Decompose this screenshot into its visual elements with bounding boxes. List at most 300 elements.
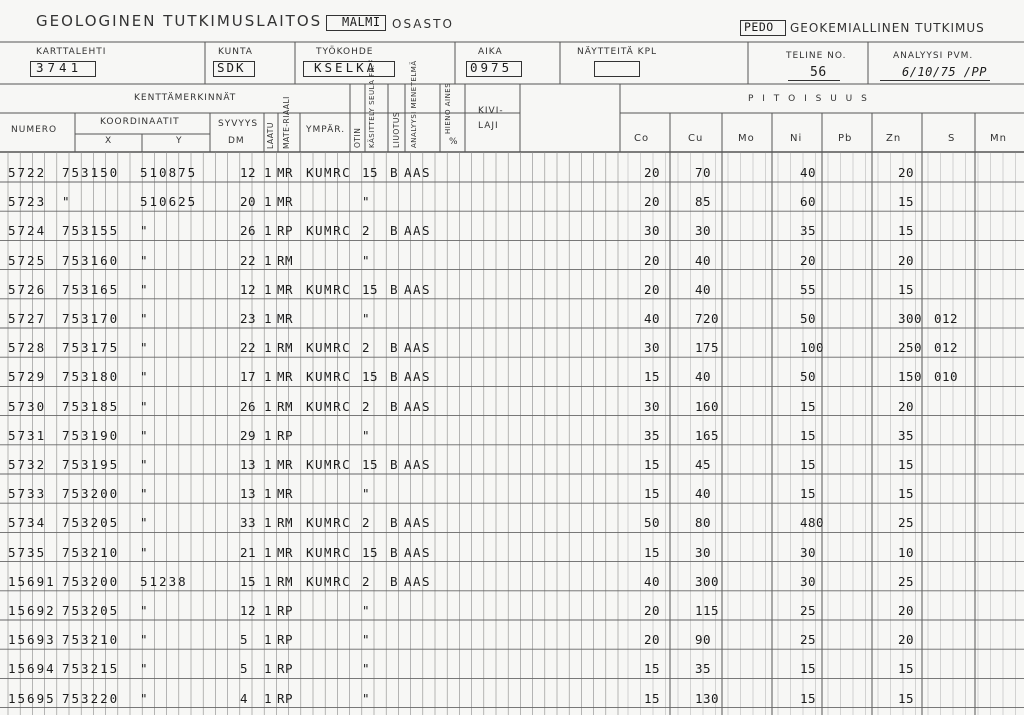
- row-ni: 100: [800, 340, 825, 356]
- row-syvyys: 4: [240, 690, 249, 706]
- row-y: ": [140, 281, 150, 297]
- row-y: ": [140, 661, 150, 677]
- row-zn: 250: [898, 340, 923, 356]
- percent-header: %: [449, 137, 459, 147]
- row-menetelma: AAS: [404, 457, 432, 472]
- row-material: RM: [277, 252, 294, 268]
- row-zn: 15: [898, 457, 915, 472]
- analyysi-menetelma-header: ANALYYSI MENETELMÄ: [410, 60, 418, 148]
- row-kasittely: ": [362, 486, 371, 502]
- table-row: [0, 654, 1024, 684]
- row-ni: 15: [800, 690, 817, 706]
- row-material: RP: [277, 427, 294, 443]
- row-kasittely: ": [362, 311, 371, 326]
- nayttelta-box: [594, 61, 640, 77]
- row-kasittely: 15: [362, 369, 379, 385]
- row-zn: 15: [898, 690, 915, 706]
- pitoisuus-header: P I T O I S U U S: [748, 94, 870, 104]
- row-syvyys: 20: [240, 194, 257, 210]
- row-ni: 40: [800, 165, 817, 180]
- row-liuotus: B: [390, 544, 399, 560]
- row-cu: 30: [695, 223, 712, 239]
- row-kasittely: 2: [362, 515, 371, 531]
- row-zn: 300: [898, 311, 923, 326]
- row-laatu: 1: [264, 427, 273, 443]
- row-x: 753210: [62, 544, 120, 560]
- org-title: GEOLOGINEN TUTKIMUSLAITOS: [36, 12, 323, 30]
- row-co: 30: [644, 398, 661, 414]
- row-x: 753205: [62, 515, 120, 531]
- x-header: X: [105, 136, 113, 146]
- row-zn: 20: [898, 632, 915, 648]
- row-numero: 15691: [8, 573, 56, 589]
- row-syvyys: 13: [240, 486, 257, 502]
- row-menetelma: AAS: [404, 369, 432, 385]
- row-ympar: KUMRC: [306, 544, 352, 560]
- row-liuotus: B: [390, 573, 399, 589]
- row-y: ": [140, 340, 150, 356]
- row-zn: 15: [898, 661, 915, 677]
- row-material: MR: [277, 486, 294, 502]
- row-liuotus: B: [390, 281, 399, 297]
- row-syvyys: 33: [240, 515, 257, 531]
- row-zn: 20: [898, 252, 915, 268]
- analyysi-pvm-label: ANALYYSI PVM.: [893, 51, 974, 61]
- row-kasittely: ": [362, 661, 371, 677]
- row-y: ": [140, 369, 150, 385]
- table-row: [0, 421, 1024, 451]
- row-cu: 40: [695, 281, 712, 297]
- row-s: 012: [934, 311, 959, 326]
- row-material: MR: [277, 165, 294, 180]
- row-numero: 5725: [8, 252, 47, 268]
- row-ni: 60: [800, 194, 817, 210]
- row-numero: 5728: [8, 340, 47, 356]
- row-kasittely: 15: [362, 457, 379, 472]
- syvyys-unit: DM: [228, 136, 245, 146]
- row-material: RP: [277, 661, 294, 677]
- row-ni: 15: [800, 486, 817, 502]
- row-ympar: KUMRC: [306, 165, 352, 180]
- element-header-mn: Mn: [990, 133, 1007, 144]
- karttalehti-value: 3741: [36, 60, 83, 75]
- row-numero: 5734: [8, 515, 47, 531]
- koordinaatit-header: KOORDINAATIT: [100, 117, 180, 127]
- row-x: 753205: [62, 603, 120, 618]
- row-cu: 40: [695, 252, 712, 268]
- row-numero: 15692: [8, 603, 56, 618]
- row-material: MR: [277, 194, 294, 210]
- row-kasittely: 2: [362, 573, 371, 589]
- row-numero: 5722: [8, 165, 47, 180]
- row-numero: 5731: [8, 427, 47, 443]
- row-x: 753200: [62, 573, 120, 589]
- row-syvyys: 5: [240, 661, 249, 677]
- teline-label: TELINE NO.: [786, 51, 847, 61]
- table-row: [0, 333, 1024, 363]
- row-laatu: 1: [264, 661, 273, 677]
- element-header-co: Co: [634, 133, 650, 144]
- table-row: [0, 216, 1024, 246]
- row-zn: 25: [898, 515, 915, 531]
- row-ni: 55: [800, 281, 817, 297]
- row-numero: 5729: [8, 369, 47, 385]
- row-cu: 130: [695, 690, 720, 706]
- row-liuotus: B: [390, 165, 399, 180]
- row-numero: 5733: [8, 486, 47, 502]
- row-ni: 50: [800, 369, 817, 385]
- row-cu: 35: [695, 661, 712, 677]
- table-row: [0, 362, 1024, 392]
- row-x: 753185: [62, 398, 120, 414]
- row-cu: 30: [695, 544, 712, 560]
- row-zn: 15: [898, 486, 915, 502]
- row-cu: 165: [695, 427, 720, 443]
- row-ni: 15: [800, 398, 817, 414]
- row-co: 15: [644, 544, 661, 560]
- row-syvyys: 22: [240, 340, 257, 356]
- table-row: [0, 625, 1024, 655]
- row-y: ": [140, 223, 150, 239]
- row-material: RM: [277, 340, 294, 356]
- row-cu: 85: [695, 194, 712, 210]
- row-kasittely: ": [362, 603, 371, 618]
- row-syvyys: 17: [240, 369, 257, 385]
- row-co: 50: [644, 515, 661, 531]
- teline-value: 56: [810, 65, 827, 80]
- table-row: [0, 508, 1024, 538]
- row-liuotus: B: [390, 398, 399, 414]
- row-material: RP: [277, 690, 294, 706]
- row-co: 15: [644, 690, 661, 706]
- row-ni: 15: [800, 457, 817, 472]
- row-syvyys: 15: [240, 573, 257, 589]
- table-row: [0, 684, 1024, 714]
- row-syvyys: 26: [240, 398, 257, 414]
- row-ni: 20: [800, 252, 817, 268]
- row-syvyys: 12: [240, 165, 257, 180]
- row-menetelma: AAS: [404, 573, 432, 589]
- row-x: 753215: [62, 661, 120, 677]
- row-numero: 5732: [8, 457, 47, 472]
- row-ympar: KUMRC: [306, 281, 352, 297]
- row-laatu: 1: [264, 311, 273, 326]
- row-x: 753220: [62, 690, 120, 706]
- element-header-zn: Zn: [886, 133, 902, 144]
- element-header-mo: Mo: [738, 133, 755, 144]
- row-laatu: 1: [264, 603, 273, 618]
- row-liuotus: B: [390, 340, 399, 356]
- row-syvyys: 5: [240, 632, 249, 648]
- row-x: 753195: [62, 457, 120, 472]
- row-ni: 50: [800, 311, 817, 326]
- row-co: 15: [644, 369, 661, 385]
- row-zn: 20: [898, 603, 915, 618]
- row-zn: 35: [898, 427, 915, 443]
- row-syvyys: 13: [240, 457, 257, 472]
- row-kasittely: 15: [362, 544, 379, 560]
- element-header-ni: Ni: [790, 133, 803, 144]
- row-ni: 480: [800, 515, 825, 531]
- row-menetelma: AAS: [404, 165, 432, 180]
- row-laatu: 1: [264, 252, 273, 268]
- row-numero: 5727: [8, 311, 47, 326]
- row-zn: 15: [898, 281, 915, 297]
- row-numero: 5730: [8, 398, 47, 414]
- row-cu: 45: [695, 457, 712, 472]
- row-zn: 15: [898, 223, 915, 239]
- table-row: [0, 596, 1024, 626]
- row-co: 20: [644, 165, 661, 180]
- survey-value: PEDO: [744, 20, 774, 34]
- row-s: 010: [934, 369, 959, 385]
- row-material: RM: [277, 573, 294, 589]
- row-x: 753160: [62, 252, 120, 268]
- kunta-value: SDK: [217, 60, 246, 75]
- row-x: 753180: [62, 369, 120, 385]
- row-co: 20: [644, 252, 661, 268]
- element-header-cu: Cu: [688, 133, 704, 144]
- row-cu: 90: [695, 632, 712, 648]
- row-y: ": [140, 690, 150, 706]
- row-kasittely: 15: [362, 165, 379, 180]
- row-ni: 25: [800, 603, 817, 618]
- table-row: [0, 304, 1024, 334]
- row-y: ": [140, 427, 150, 443]
- row-ni: 15: [800, 427, 817, 443]
- row-kasittely: 15: [362, 281, 379, 297]
- kivilaji-header: KIVI-LAJI: [478, 106, 504, 131]
- row-syvyys: 12: [240, 603, 257, 618]
- row-ni: 15: [800, 661, 817, 677]
- kasittely-header: KÄSITTELY SEULA FR.: [368, 64, 376, 148]
- row-ni: 35: [800, 223, 817, 239]
- row-x: 753175: [62, 340, 120, 356]
- row-laatu: 1: [264, 486, 273, 502]
- kunta-label: KUNTA: [218, 47, 253, 57]
- table-row: [0, 246, 1024, 276]
- row-zn: 25: [898, 573, 915, 589]
- row-cu: 70: [695, 165, 712, 180]
- row-laatu: 1: [264, 281, 273, 297]
- row-cu: 300: [695, 573, 720, 589]
- row-material: RM: [277, 398, 294, 414]
- row-cu: 720: [695, 311, 720, 326]
- table-row: [0, 392, 1024, 422]
- row-syvyys: 21: [240, 544, 257, 560]
- row-kasittely: ": [362, 194, 371, 210]
- element-header-pb: Pb: [838, 133, 853, 144]
- analyysi-pvm-underline: [880, 80, 990, 81]
- nayttelta-label: NÄYTTEITÄ KPL: [577, 47, 658, 57]
- row-syvyys: 22: [240, 252, 257, 268]
- row-laatu: 1: [264, 573, 273, 589]
- row-laatu: 1: [264, 340, 273, 356]
- row-zn: 150: [898, 369, 923, 385]
- table-row: [0, 450, 1024, 480]
- row-numero: 5724: [8, 223, 47, 239]
- table-row: [0, 567, 1024, 597]
- row-co: 15: [644, 457, 661, 472]
- liuotus-header: LIUOTUS: [392, 111, 401, 148]
- row-numero: 5735: [8, 544, 47, 560]
- dept-label: OSASTO: [392, 17, 454, 31]
- row-numero: 5726: [8, 281, 47, 297]
- row-ympar: KUMRC: [306, 223, 352, 239]
- row-zn: 10: [898, 544, 915, 560]
- row-laatu: 1: [264, 457, 273, 472]
- row-co: 40: [644, 573, 661, 589]
- row-y: ": [140, 632, 150, 648]
- row-x: ": [62, 194, 72, 210]
- row-ympar: KUMRC: [306, 369, 352, 385]
- tyokohde-label: TYÖKOHDE: [316, 47, 374, 57]
- row-material: MR: [277, 457, 294, 472]
- row-zn: 20: [898, 165, 915, 180]
- row-s: 012: [934, 340, 959, 356]
- row-kasittely: ": [362, 632, 371, 648]
- tyokohde-value: KSELKÄ: [314, 60, 378, 75]
- row-ympar: KUMRC: [306, 398, 352, 414]
- survey-label: GEOKEMIALLINEN TUTKIMUS: [790, 21, 985, 35]
- row-material: RP: [277, 223, 294, 239]
- row-numero: 5723: [8, 194, 47, 210]
- row-syvyys: 29: [240, 427, 257, 443]
- row-kasittely: ": [362, 252, 371, 268]
- row-material: MR: [277, 544, 294, 560]
- row-y: ": [140, 486, 150, 502]
- row-kasittely: 2: [362, 223, 371, 239]
- row-laatu: 1: [264, 165, 273, 180]
- element-header-s: S: [948, 133, 956, 144]
- row-y: ": [140, 515, 150, 531]
- row-laatu: 1: [264, 369, 273, 385]
- row-cu: 40: [695, 369, 712, 385]
- row-y: ": [140, 398, 150, 414]
- row-syvyys: 23: [240, 311, 257, 326]
- row-x: 753190: [62, 427, 120, 443]
- table-row: [0, 275, 1024, 305]
- row-liuotus: B: [390, 369, 399, 385]
- row-co: 40: [644, 311, 661, 326]
- row-liuotus: B: [390, 457, 399, 472]
- otin-header: OTIN: [353, 127, 362, 148]
- row-x: 753170: [62, 311, 120, 326]
- row-y: ": [140, 544, 150, 560]
- materiaali-header: MATE-RIAALI: [282, 96, 291, 149]
- row-menetelma: AAS: [404, 398, 432, 414]
- row-y: ": [140, 311, 150, 326]
- table-row: [0, 538, 1024, 568]
- row-cu: 40: [695, 486, 712, 502]
- row-material: RM: [277, 515, 294, 531]
- row-laatu: 1: [264, 632, 273, 648]
- row-ni: 30: [800, 573, 817, 589]
- aika-label: AIKA: [478, 47, 503, 57]
- laatu-header: LAATU: [266, 122, 275, 149]
- row-kasittely: ": [362, 427, 371, 443]
- row-ympar: KUMRC: [306, 457, 352, 472]
- row-syvyys: 12: [240, 281, 257, 297]
- row-laatu: 1: [264, 515, 273, 531]
- row-menetelma: AAS: [404, 223, 432, 239]
- row-kasittely: 2: [362, 340, 371, 356]
- karttalehti-label: KARTTALEHTI: [36, 47, 107, 57]
- row-ni: 30: [800, 544, 817, 560]
- row-material: MR: [277, 281, 294, 297]
- table-row: [0, 158, 1024, 188]
- row-numero: 15694: [8, 661, 56, 677]
- row-co: 35: [644, 427, 661, 443]
- ympar-header: YMPÄR.: [306, 125, 346, 135]
- y-header: Y: [176, 136, 183, 146]
- row-y: 51238: [140, 573, 188, 589]
- row-y: ": [140, 457, 150, 472]
- row-material: RP: [277, 603, 294, 618]
- dept-value: MALMI: [342, 15, 381, 29]
- row-y: ": [140, 252, 150, 268]
- row-material: RP: [277, 632, 294, 648]
- row-cu: 175: [695, 340, 720, 356]
- row-menetelma: AAS: [404, 340, 432, 356]
- row-laatu: 1: [264, 194, 273, 210]
- row-cu: 80: [695, 515, 712, 531]
- row-material: MR: [277, 369, 294, 385]
- row-kasittely: ": [362, 690, 371, 706]
- row-co: 30: [644, 223, 661, 239]
- teline-underline: [788, 80, 840, 81]
- row-material: MR: [277, 311, 294, 326]
- row-ympar: KUMRC: [306, 515, 352, 531]
- row-cu: 160: [695, 398, 720, 414]
- row-numero: 15693: [8, 632, 56, 648]
- row-co: 20: [644, 281, 661, 297]
- numero-header: NUMERO: [11, 125, 58, 135]
- row-x: 753200: [62, 486, 120, 502]
- row-cu: 115: [695, 603, 720, 618]
- row-menetelma: AAS: [404, 544, 432, 560]
- hieno-aines-header: HIENO AINES: [444, 82, 452, 134]
- row-laatu: 1: [264, 544, 273, 560]
- row-menetelma: AAS: [404, 281, 432, 297]
- row-co: 15: [644, 661, 661, 677]
- table-row: [0, 479, 1024, 509]
- aika-value: 0975: [470, 60, 513, 75]
- row-co: 15: [644, 486, 661, 502]
- row-liuotus: B: [390, 515, 399, 531]
- table-row: [0, 187, 1024, 217]
- row-kasittely: 2: [362, 398, 371, 414]
- row-y: ": [140, 603, 150, 618]
- row-x: 753150: [62, 165, 120, 180]
- row-laatu: 1: [264, 223, 273, 239]
- analyysi-pvm-value: 6/10/75 /PP: [902, 65, 987, 79]
- syvyys-header: SYVYYS: [218, 119, 259, 129]
- row-menetelma: AAS: [404, 515, 432, 531]
- row-liuotus: B: [390, 223, 399, 239]
- row-x: 753210: [62, 632, 120, 648]
- row-x: 753155: [62, 223, 120, 239]
- row-co: 20: [644, 194, 661, 210]
- row-laatu: 1: [264, 398, 273, 414]
- row-numero: 15695: [8, 690, 56, 706]
- row-syvyys: 26: [240, 223, 257, 239]
- kentta-group-header: KENTTÄMERKINNÄT: [134, 93, 237, 103]
- row-co: 20: [644, 603, 661, 618]
- row-x: 753165: [62, 281, 120, 297]
- row-zn: 15: [898, 194, 915, 210]
- row-y: 510625: [140, 194, 198, 210]
